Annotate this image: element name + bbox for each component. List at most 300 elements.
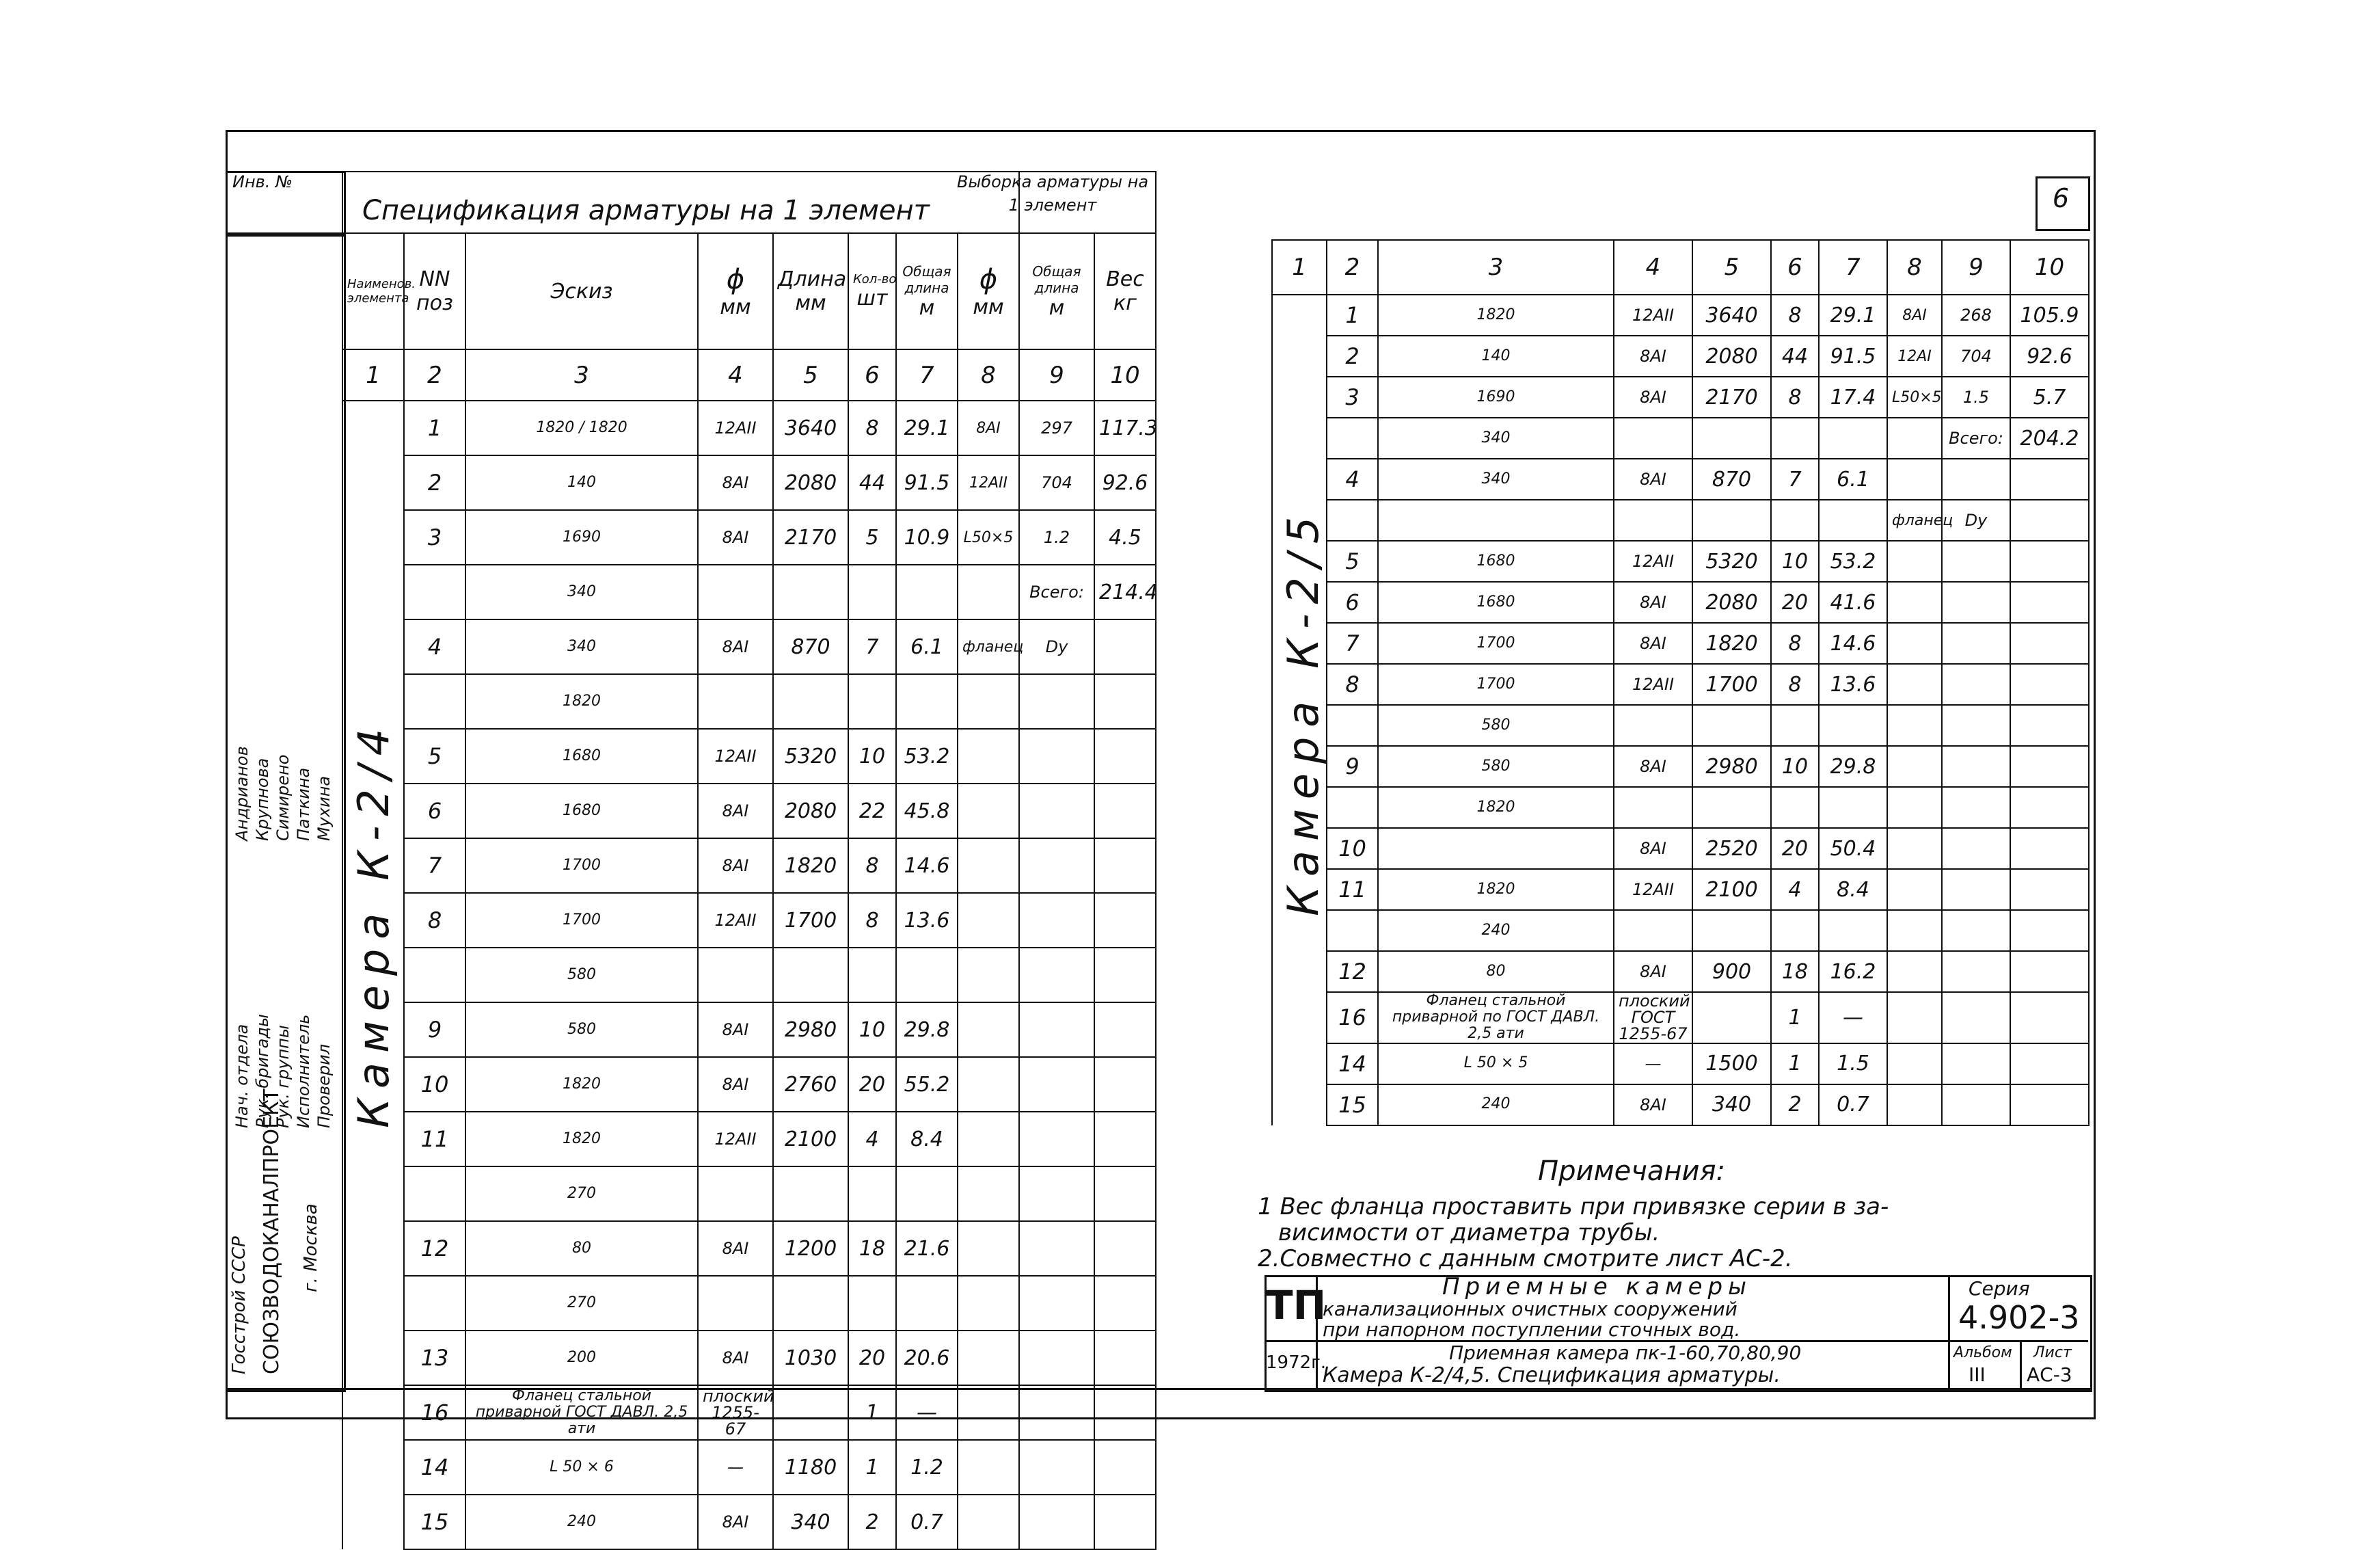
table-row: [1272, 992, 2089, 1043]
sheet-value: АС-3: [2027, 1363, 2072, 1386]
total-cell: 8.4: [1819, 869, 1887, 910]
sketch-cell: 1680: [1378, 582, 1614, 623]
hdr-sel-dia: ϕ мм: [958, 233, 1019, 349]
total-cell: —: [1819, 992, 1887, 1043]
table-row: [342, 1440, 1156, 1495]
sel-dia-cell: [1887, 746, 1942, 787]
weight-cell: [1094, 838, 1156, 893]
dia-cell: 8АI: [1614, 623, 1692, 664]
sketch-cell: 340: [465, 619, 698, 674]
column-number: 8: [1887, 240, 1942, 295]
len-cell: 2520: [1692, 828, 1771, 869]
album-value: III: [1969, 1363, 1986, 1386]
weight-cell: [1094, 1112, 1156, 1166]
dia-cell: 8АI: [698, 455, 773, 510]
total-cell: 53.2: [1819, 541, 1887, 582]
total-cell: 17.4: [1819, 377, 1887, 418]
weight-cell: [2010, 541, 2089, 582]
element-name-cell: [342, 1440, 404, 1495]
sketch-cell: 140: [465, 455, 698, 510]
qty-cell: 8: [1771, 664, 1819, 705]
qty-cell: [848, 674, 896, 729]
len-cell: 1820: [1692, 623, 1771, 664]
pos-cell: [404, 674, 465, 729]
column-number: 1: [1272, 240, 1327, 295]
hdr-qty: Кол-во шт: [848, 233, 896, 349]
sel-dia-cell: [958, 948, 1019, 1002]
weight-cell: 204.2: [2010, 418, 2089, 459]
qty-cell: 8: [848, 401, 896, 455]
dia-cell: 8АI: [1614, 951, 1692, 992]
total-cell: 14.6: [1819, 623, 1887, 664]
column-number: 10: [1094, 349, 1156, 401]
sketch-cell: Фланец стальной приварной по ГОСТ ДАВЛ. 2,5 ати: [1378, 992, 1614, 1043]
qty-cell: [848, 948, 896, 1002]
weight-cell: [2010, 1084, 2089, 1125]
total-cell: [1819, 705, 1887, 746]
sketch-cell: 270: [465, 1276, 698, 1331]
sel-total-cell: [1942, 459, 2010, 500]
dia-cell: 8АI: [698, 1002, 773, 1057]
sketch-cell: 1680: [465, 784, 698, 838]
dia-cell: [698, 1276, 773, 1331]
pos-cell: [1327, 705, 1378, 746]
qty-cell: 8: [848, 838, 896, 893]
weight-cell: [2010, 787, 2089, 828]
weight-cell: [1094, 1166, 1156, 1221]
qty-cell: 10: [1771, 746, 1819, 787]
right-element-name: Камера К-2/5: [1278, 507, 1328, 916]
sketch-cell: L 50 × 6: [465, 1440, 698, 1495]
note-line: 2.Совместно с данным смотрите лист АС-2.: [1258, 1245, 1793, 1272]
len-cell: 2100: [1692, 869, 1771, 910]
table-row: [342, 1495, 1156, 1549]
dia-cell: 8АI: [698, 1057, 773, 1112]
total-cell: 21.6: [896, 1221, 958, 1276]
sel-total-cell: [1942, 664, 2010, 705]
sel-dia-cell: [958, 1221, 1019, 1276]
qty-cell: 10: [1771, 541, 1819, 582]
dia-cell: 8АI: [698, 838, 773, 893]
qty-cell: 4: [1771, 869, 1819, 910]
table-row: [1272, 869, 2089, 910]
table-row: [342, 401, 1156, 455]
total-cell: 53.2: [896, 729, 958, 784]
dia-cell: 8АI: [698, 1495, 773, 1549]
qty-cell: 10: [848, 1002, 896, 1057]
sel-total-cell: Всего:: [1942, 418, 2010, 459]
signature-name: Андрианов: [232, 746, 252, 841]
title-line3: при напорном поступлении сточных вод.: [1323, 1318, 1741, 1341]
notes-title: Примечания:: [1538, 1155, 1726, 1187]
len-cell: [773, 1385, 848, 1440]
sketch-cell: [1378, 500, 1614, 541]
weight-cell: [2010, 746, 2089, 787]
table-row: [342, 1166, 1156, 1221]
dia-cell: 12АII: [1614, 869, 1692, 910]
sel-dia-cell: [958, 674, 1019, 729]
pos-cell: 15: [404, 1495, 465, 1549]
spec-title: Спецификация арматуры на 1 элемент: [362, 195, 930, 226]
sel-dia-cell: [1887, 664, 1942, 705]
pos-cell: 13: [404, 1331, 465, 1385]
element-name-cell: [1272, 1043, 1327, 1084]
pos-cell: 7: [404, 838, 465, 893]
sketch-cell: 1820: [465, 1112, 698, 1166]
sel-dia-cell: [1887, 418, 1942, 459]
signature-role: Нач. отдела: [232, 1024, 252, 1128]
total-cell: [896, 1276, 958, 1331]
qty-cell: 10: [848, 729, 896, 784]
table-row: [342, 455, 1156, 510]
hdr-pos: NN поз: [404, 233, 465, 349]
qty-cell: [1771, 418, 1819, 459]
hdr-len: Длина мм: [773, 233, 848, 349]
qty-cell: 8: [1771, 623, 1819, 664]
weight-cell: [2010, 869, 2089, 910]
sel-dia-cell: [1887, 582, 1942, 623]
len-cell: 1820: [773, 838, 848, 893]
element-name-cell: [342, 1495, 404, 1549]
len-cell: 2080: [773, 455, 848, 510]
weight-cell: [2010, 623, 2089, 664]
weight-cell: [1094, 893, 1156, 948]
len-cell: 340: [1692, 1084, 1771, 1125]
len-cell: 2080: [1692, 582, 1771, 623]
weight-cell: [1094, 948, 1156, 1002]
signature-name: Паткина: [294, 767, 313, 841]
table-row: [1272, 828, 2089, 869]
table-row: [342, 1002, 1156, 1057]
pos-cell: 8: [1327, 664, 1378, 705]
total-cell: 6.1: [896, 619, 958, 674]
qty-cell: [848, 1276, 896, 1331]
sketch-cell: 340: [465, 565, 698, 619]
series-value: 4.902-3: [1958, 1299, 2080, 1336]
total-cell: 29.1: [896, 401, 958, 455]
column-number: 5: [1692, 240, 1771, 295]
dia-cell: 12АII: [698, 401, 773, 455]
sel-total-cell: [1019, 729, 1094, 784]
album-label: Альбом: [1953, 1344, 2012, 1361]
dia-cell: плоский 1255-67: [698, 1385, 773, 1440]
table-row: [1272, 951, 2089, 992]
sel-dia-cell: [1887, 828, 1942, 869]
pos-cell: [1327, 500, 1378, 541]
table-row: [1272, 500, 2089, 541]
sel-dia-cell: [1887, 541, 1942, 582]
sketch-cell: 200: [465, 1331, 698, 1385]
column-number: 4: [698, 349, 773, 401]
sel-dia-cell: [958, 1276, 1019, 1331]
dia-cell: плоский ГОСТ 1255-67: [1614, 992, 1692, 1043]
element-name-cell: [1272, 295, 1327, 336]
sel-total-cell: [1019, 674, 1094, 729]
sel-total-cell: [1019, 838, 1094, 893]
qty-cell: 8: [1771, 295, 1819, 336]
total-cell: 13.6: [896, 893, 958, 948]
sel-dia-cell: 8АI: [958, 401, 1019, 455]
dia-cell: 12АII: [698, 893, 773, 948]
dia-cell: [698, 1166, 773, 1221]
sketch-cell: 1700: [465, 893, 698, 948]
sel-dia-cell: [1887, 1043, 1942, 1084]
weight-cell: [2010, 910, 2089, 951]
sel-total-cell: [1019, 948, 1094, 1002]
sel-total-cell: [1019, 1331, 1094, 1385]
weight-cell: [1094, 1221, 1156, 1276]
pos-cell: 9: [404, 1002, 465, 1057]
pos-cell: 14: [404, 1440, 465, 1495]
table-row: [1272, 582, 2089, 623]
dia-cell: 8АI: [1614, 1084, 1692, 1125]
column-number: 7: [1819, 240, 1887, 295]
total-cell: 41.6: [1819, 582, 1887, 623]
qty-cell: 18: [1771, 951, 1819, 992]
len-cell: 900: [1692, 951, 1771, 992]
dia-cell: 8АI: [698, 619, 773, 674]
sel-dia-cell: [958, 1002, 1019, 1057]
left-element-name: Камера К-2/4: [349, 719, 398, 1128]
column-number: 9: [1019, 349, 1094, 401]
sketch-cell: [1378, 828, 1614, 869]
sel-total-cell: Dу: [1942, 500, 2010, 541]
sel-dia-cell: [1887, 869, 1942, 910]
len-cell: [1692, 418, 1771, 459]
dia-cell: [698, 674, 773, 729]
pos-cell: 6: [1327, 582, 1378, 623]
weight-cell: [1094, 1331, 1156, 1385]
table-row: [342, 619, 1156, 674]
weight-cell: [2010, 951, 2089, 992]
len-cell: 1700: [1692, 664, 1771, 705]
sel-total-cell: 268: [1942, 295, 2010, 336]
sel-total-cell: [1942, 787, 2010, 828]
qty-cell: 8: [1771, 377, 1819, 418]
dia-cell: 12АII: [1614, 541, 1692, 582]
sketch-cell: 1700: [1378, 664, 1614, 705]
len-cell: 1200: [773, 1221, 848, 1276]
column-number: 5: [773, 349, 848, 401]
weight-cell: 214.4: [1094, 565, 1156, 619]
qty-cell: 4: [848, 1112, 896, 1166]
pos-cell: 1: [404, 401, 465, 455]
total-cell: 1.2: [896, 1440, 958, 1495]
selection-title: Выборка арматуры на 1 элемент: [956, 172, 1149, 215]
dia-cell: 12АII: [698, 1112, 773, 1166]
sel-total-cell: 704: [1942, 336, 2010, 377]
column-number: 3: [465, 349, 698, 401]
dia-cell: 8АI: [698, 1331, 773, 1385]
sheet-number: 6: [2052, 183, 2070, 213]
qty-cell: 44: [1771, 336, 1819, 377]
len-cell: 2760: [773, 1057, 848, 1112]
sel-total-cell: Dу: [1019, 619, 1094, 674]
total-cell: 91.5: [1819, 336, 1887, 377]
signature-name: Симирено: [273, 754, 293, 841]
element-name-cell: [342, 401, 404, 455]
dia-cell: 8АI: [1614, 377, 1692, 418]
total-cell: [1819, 910, 1887, 951]
sketch-cell: 1680: [1378, 541, 1614, 582]
column-number: 1: [342, 349, 404, 401]
table-row: [342, 674, 1156, 729]
table-row: [1272, 664, 2089, 705]
pos-cell: [404, 948, 465, 1002]
total-cell: [896, 565, 958, 619]
sel-dia-cell: фланец: [1887, 500, 1942, 541]
qty-cell: [1771, 705, 1819, 746]
signature-name: Мухина: [314, 775, 334, 841]
table-row: [1272, 336, 2089, 377]
sketch-cell: 1820: [465, 674, 698, 729]
pos-cell: 2: [404, 455, 465, 510]
qty-cell: 2: [848, 1495, 896, 1549]
sketch-cell: 240: [1378, 910, 1614, 951]
sel-total-cell: 1.5: [1942, 377, 2010, 418]
sel-total-cell: [1942, 992, 2010, 1043]
dia-cell: 8АI: [698, 510, 773, 565]
element-name-cell: [1272, 418, 1327, 459]
sel-total-cell: [1942, 869, 2010, 910]
sel-total-cell: [1019, 1166, 1094, 1221]
pos-cell: 8: [404, 893, 465, 948]
len-cell: [773, 565, 848, 619]
element-name-cell: [342, 1331, 404, 1385]
weight-cell: [2010, 828, 2089, 869]
element-name-cell: [342, 565, 404, 619]
table-row: [1272, 1043, 2089, 1084]
weight-cell: 4.5: [1094, 510, 1156, 565]
pos-cell: 12: [404, 1221, 465, 1276]
sketch-cell: 340: [1378, 418, 1614, 459]
weight-cell: 92.6: [2010, 336, 2089, 377]
sketch-cell: 1690: [465, 510, 698, 565]
right-spec-table: [1271, 239, 2090, 1126]
sel-total-cell: [1942, 828, 2010, 869]
sketch-cell: 1690: [1378, 377, 1614, 418]
table-row: [342, 838, 1156, 893]
pos-cell: [404, 1276, 465, 1331]
column-number: 6: [1771, 240, 1819, 295]
column-number: 4: [1614, 240, 1692, 295]
qty-cell: 2: [1771, 1084, 1819, 1125]
weight-cell: [1094, 1002, 1156, 1057]
sel-dia-cell: [1887, 705, 1942, 746]
element-name-cell: [1272, 377, 1327, 418]
sketch-cell: 1820: [465, 1057, 698, 1112]
qty-cell: 20: [1771, 828, 1819, 869]
sketch-cell: 580: [1378, 746, 1614, 787]
sketch-cell: 140: [1378, 336, 1614, 377]
qty-cell: 20: [848, 1331, 896, 1385]
sel-dia-cell: [958, 838, 1019, 893]
qty-cell: 8: [848, 893, 896, 948]
total-cell: 29.8: [896, 1002, 958, 1057]
column-number: 2: [404, 349, 465, 401]
dia-cell: —: [698, 1440, 773, 1495]
sel-dia-cell: 12АII: [958, 455, 1019, 510]
pos-cell: 4: [404, 619, 465, 674]
sel-total-cell: [1019, 1057, 1094, 1112]
weight-cell: [1094, 729, 1156, 784]
sketch-cell: 1820 / 1820: [465, 401, 698, 455]
title-line1: Приемные камеры: [1442, 1273, 1752, 1300]
title-line5: Камера К-2/4,5. Спецификация арматуры.: [1323, 1363, 1781, 1387]
qty-cell: [1771, 500, 1819, 541]
qty-cell: 18: [848, 1221, 896, 1276]
sel-total-cell: [1019, 1440, 1094, 1495]
sel-dia-cell: 12АI: [1887, 336, 1942, 377]
pos-cell: 6: [404, 784, 465, 838]
sketch-cell: 580: [465, 1002, 698, 1057]
pos-cell: [404, 565, 465, 619]
qty-cell: 1: [848, 1385, 896, 1440]
dia-cell: [1614, 705, 1692, 746]
weight-cell: [2010, 992, 2089, 1043]
sel-dia-cell: фланец: [958, 619, 1019, 674]
total-cell: 50.4: [1819, 828, 1887, 869]
sketch-cell: 1820: [1378, 869, 1614, 910]
len-cell: 2170: [1692, 377, 1771, 418]
element-name-cell: [1272, 992, 1327, 1043]
pos-cell: [1327, 418, 1378, 459]
qty-cell: 20: [848, 1057, 896, 1112]
column-number: 9: [1942, 240, 2010, 295]
table-row: [342, 510, 1156, 565]
sketch-cell: 580: [1378, 705, 1614, 746]
sketch-cell: 340: [1378, 459, 1614, 500]
total-cell: [1819, 418, 1887, 459]
sketch-cell: 80: [1378, 951, 1614, 992]
pos-cell: 3: [1327, 377, 1378, 418]
dia-cell: 8АI: [1614, 746, 1692, 787]
weight-cell: [2010, 459, 2089, 500]
len-cell: [1692, 705, 1771, 746]
sketch-cell: L 50 × 5: [1378, 1043, 1614, 1084]
qty-cell: 1: [1771, 992, 1819, 1043]
total-cell: 8.4: [896, 1112, 958, 1166]
len-cell: [1692, 910, 1771, 951]
pos-cell: 12: [1327, 951, 1378, 992]
sel-total-cell: [1019, 1276, 1094, 1331]
sketch-cell: 1820: [1378, 787, 1614, 828]
len-cell: 5320: [773, 729, 848, 784]
dia-cell: 12АII: [698, 729, 773, 784]
element-name-cell: [1272, 1084, 1327, 1125]
sel-dia-cell: [1887, 787, 1942, 828]
sel-dia-cell: [958, 784, 1019, 838]
table-row: [1272, 746, 2089, 787]
weight-cell: [1094, 1495, 1156, 1549]
pos-cell: [1327, 910, 1378, 951]
sel-dia-cell: [958, 565, 1019, 619]
sketch-cell: 270: [465, 1166, 698, 1221]
sel-total-cell: [1942, 541, 2010, 582]
table-row: [1272, 295, 2089, 336]
pos-cell: 15: [1327, 1084, 1378, 1125]
dia-cell: 8АI: [698, 1221, 773, 1276]
sel-dia-cell: L50×5: [1887, 377, 1942, 418]
signature-role: Рук. бригады: [253, 1014, 272, 1128]
sel-total-cell: 704: [1019, 455, 1094, 510]
table-row: [1272, 623, 2089, 664]
hdr-weight: Вес кг: [1094, 233, 1156, 349]
signature-role: Проверил: [314, 1043, 334, 1128]
table-row: [1272, 418, 2089, 459]
len-cell: 1500: [1692, 1043, 1771, 1084]
len-cell: 870: [773, 619, 848, 674]
